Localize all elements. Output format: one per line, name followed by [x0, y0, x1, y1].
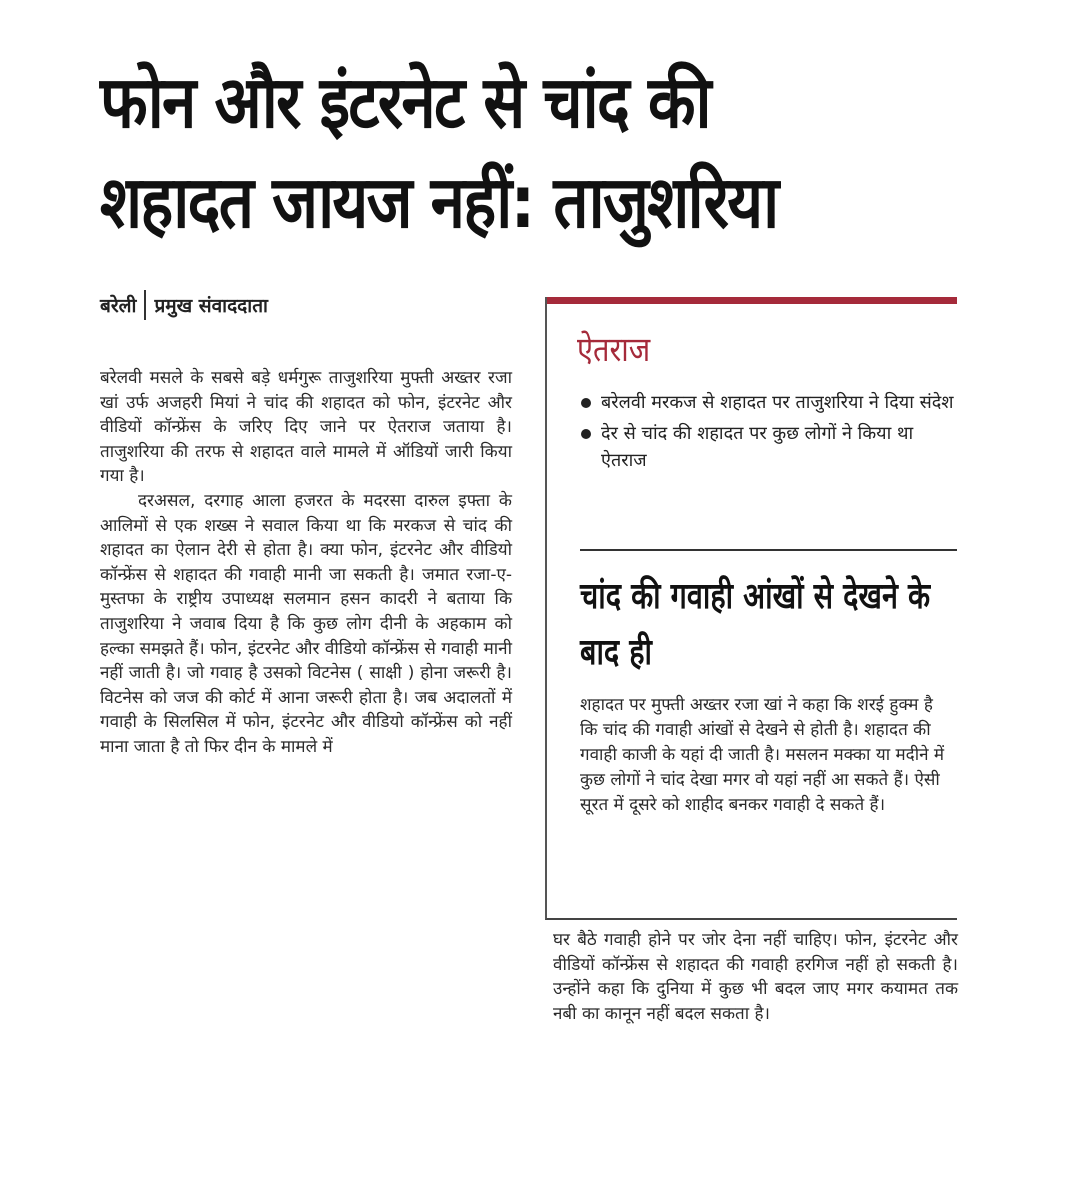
sidebar-bullet-text: बरेलवी मरकज से शहादत पर ताजुशरिया ने दिया संदेश — [601, 392, 954, 413]
article-paragraph-2: दरअसल, दरगाह आला हजरत के मदरसा दारुल इफ्ता के आलिमों से एक शख्स ने सवाल किया था कि मरकज से चांद की शहादत का ऐलान देरी से होता है। क्या फोन, इंटरनेट और वीडियो कॉन्फ्रेंस से शहादत की गवाही मानी जा सकती है। जमात रजा-ए-मुस्तफा के राष्ट्रीय उपाध्यक्ष सलमान हसन कादरी ने बताया कि ताजुशरिया ने जवाब दिया है कि कुछ लोग दीनी के अहकाम को हल्का समझते हैं। फोन, इंटरनेट और वीडियो कॉन्फ्रेंस से गवाही मानी नहीं जाती है। जो गवाह है उसको विटनेस ( साक्षी ) होना जरूरी है। विटनेस को जज की कोर्ट में आना जरूरी होता है। जब अदालतों में गवाही के सिलसिल में फोन, इंटरनेट और वीडियो कॉन्फ्रेंस को नहीं माना जाता है तो फिर दीन के मामले में — [100, 490, 512, 757]
sidebar-divider — [580, 549, 957, 551]
article-paragraph-1: बरेलवी मसले के सबसे बड़े धर्मगुरू ताजुशरिया मुफ्ती अख्तर रजा खां उर्फ अजहरी मियां ने चांद की शहादत को फोन, इंटरनेट और वीडियों कॉन्फ्रेंस के जरिए दिए जाने पर ऐतराज जताया है। ताजुशरिया की तरफ से शहादत वाले मामले में ऑडियों जारी किया गया है। — [100, 368, 512, 487]
sidebar-text: शहादत पर मुफ्ती अख्तर रजा खां ने कहा कि शरई हुक्म है कि चांद की गवाही आंखों से देखने से होती है। शहादत की गवाही काजी के यहां दी जाती है। मसलन मक्का या मदीने में कुछ लोगों ने चांद देखा मगर वो यहां नहीं आ सकते हैं। ऐसी सूरत में दूसरे को शाहीद बनकर गवाही दे सकते हैं। — [580, 695, 945, 815]
sidebar-bullet-item — [579, 389, 954, 416]
bullet-icon — [581, 398, 591, 408]
sidebar-title: ऐतराज — [577, 330, 651, 370]
sidebar-box — [545, 297, 957, 920]
sidebar-bullet-text: देर से चांद की शहादत पर कुछ लोगों ने किया था ऐतराज — [601, 423, 914, 471]
sidebar-bullets — [579, 389, 954, 478]
sidebar-sub-headline: चांद की गवाही आंखों से देखने के बाद ही — [580, 576, 931, 673]
byline-reporter: प्रमुख संवाददाता — [154, 295, 268, 317]
headline — [100, 52, 857, 252]
bullet-icon — [581, 429, 591, 439]
byline-separator — [144, 290, 146, 320]
sidebar-bullet-item — [579, 420, 954, 474]
byline — [100, 290, 268, 320]
byline-location: बरेली — [100, 295, 137, 317]
article-body — [100, 366, 512, 760]
sidebar-accent-bar — [547, 297, 957, 304]
headline-line-1: फोन और इंटरनेट से चांद की — [100, 60, 710, 144]
headline-line-2: शहादत जायज नहीं: ताजुशरिया — [100, 160, 778, 244]
article-continuation: घर बैठे गवाही होने पर जोर देना नहीं चाहिए। फोन, इंटरनेट और वीडियों कॉन्फ्रेंस से शहादत की गवाही हरगिज नहीं हो सकती है। उन्होंने कहा कि दुनिया में कुछ भी बदल जाए मगर कयामत तक नबी का कानून नहीं बदल सकता है। — [553, 930, 958, 1024]
